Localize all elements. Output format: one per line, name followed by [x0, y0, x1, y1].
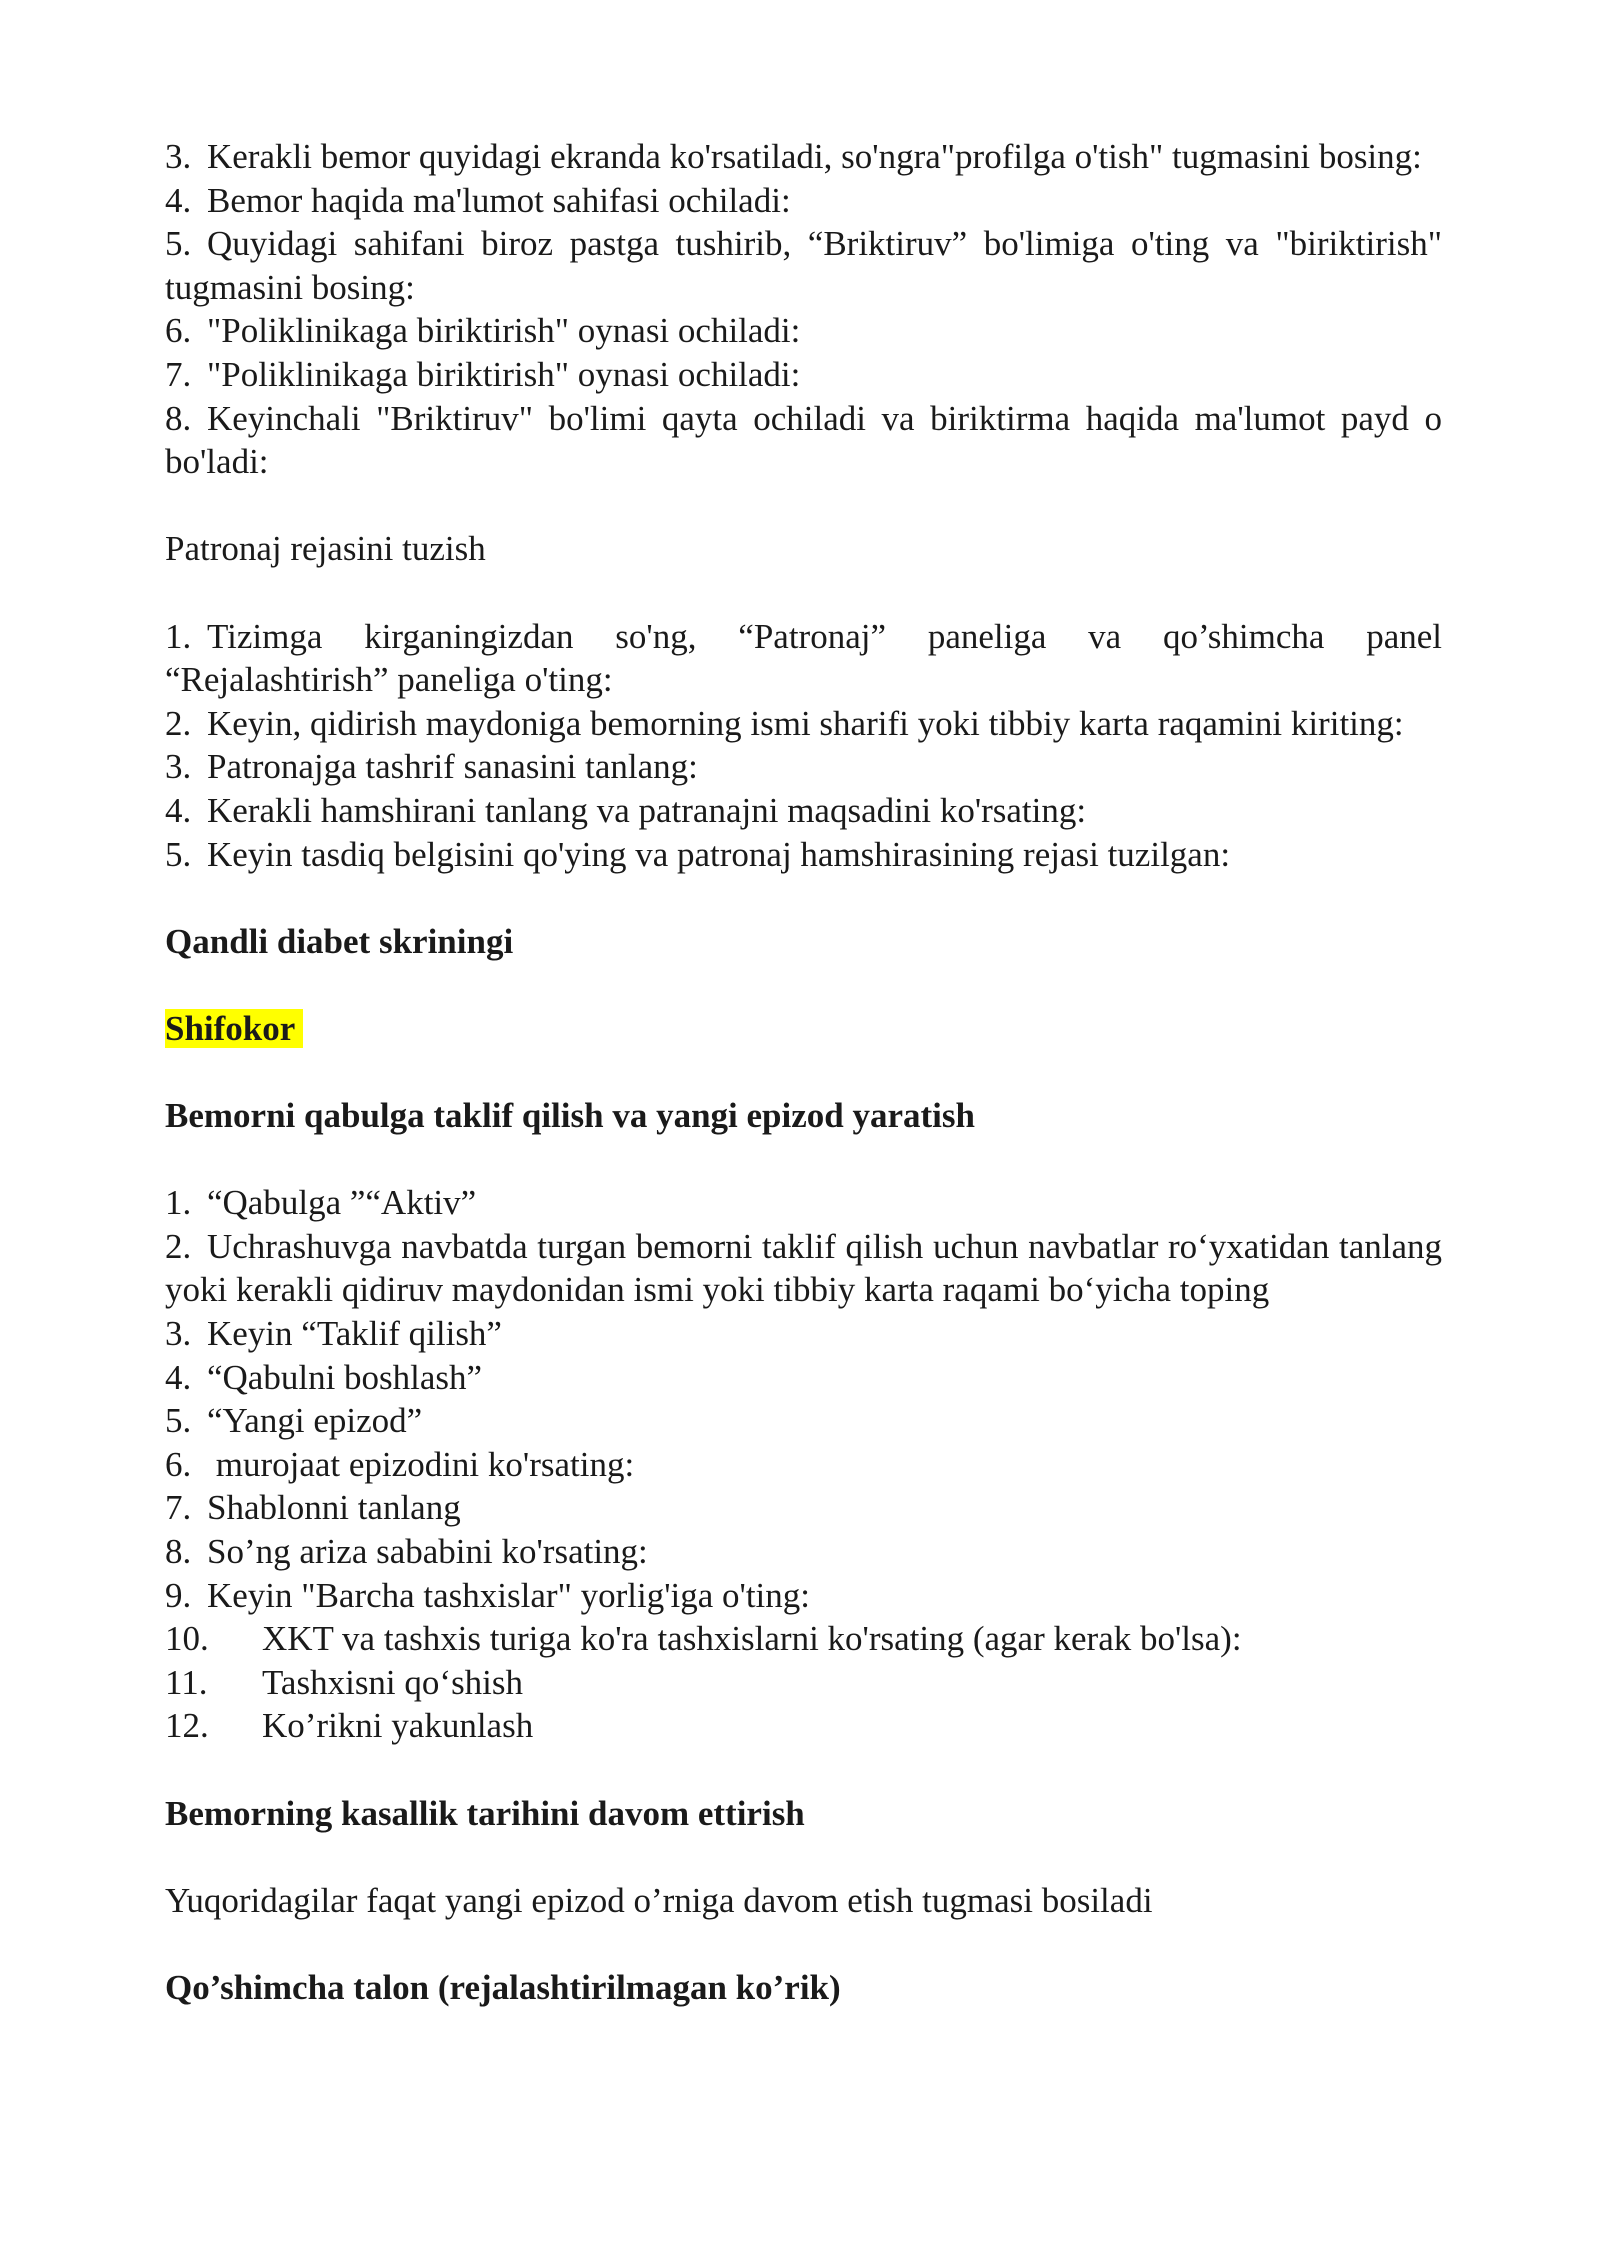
list-item [165, 222, 1442, 309]
list-number: 6. [165, 1444, 192, 1484]
list-item [165, 1530, 1442, 1574]
heading-qabul: Bemorni qabulga taklif qilish va yangi epizod yaratish [165, 1096, 975, 1136]
list-item [165, 309, 1442, 353]
davom-paragraph: Yuqoridagilar faqat yangi epizod o’rniga davom etish tugmasi bosiladi [165, 1880, 1153, 1920]
list-text: “Qabulni boshlash” [207, 1357, 483, 1397]
list-text: Uchrashuvga navbatda turgan bemorni taklif qilish uchun navbatlar ro‘yxatidan tanlang yoki kerakli qidiruv maydonidan ismi yoki tibbiy karta raqami bo‘yicha toping [165, 1226, 1442, 1310]
heading-shifokor [165, 1007, 1442, 1051]
list-text: Keyinchali "Briktiruv" bo'limi qayta ochiladi va biriktirma haqida ma'lumot payd o bo'ladi: [165, 398, 1442, 482]
list-text: Keyin "Barcha tashxislar" yorlig'iga o'ting: [207, 1575, 810, 1615]
list-text: Keyin, qidirish maydoniga bemorning ismi sharifi yoki tibbiy karta raqamini kiriting: [207, 703, 1404, 743]
list-number: 1. [165, 1183, 192, 1223]
patronaj-list [165, 615, 1442, 877]
list-number: 6. [165, 311, 192, 351]
list-number: 5. [165, 1401, 192, 1441]
list-item [165, 179, 1442, 223]
list-number: 7. [165, 1488, 192, 1528]
list-item [165, 1225, 1442, 1312]
list-text: Tashxisni qo‘shish [262, 1662, 524, 1702]
list-text: Kerakli hamshirani tanlang va patranajni maqsadini ko'rsating: [207, 790, 1087, 830]
list-item [165, 353, 1442, 397]
list-number: 12. [165, 1706, 209, 1746]
list-text: Shablonni tanlang [207, 1488, 461, 1528]
list-text: Patronajga tashrif sanasini tanlang: [207, 747, 698, 787]
document-page [165, 135, 1442, 2010]
list-item [165, 615, 1442, 702]
list-number: 5. [165, 834, 192, 874]
list-number: 8. [165, 1532, 192, 1571]
list-number: 3. [165, 1314, 192, 1354]
patronaj-title: Patronaj rejasini tuzish [165, 529, 486, 569]
list-item [165, 135, 1442, 179]
list-item [165, 833, 1442, 877]
list-item [165, 1617, 1442, 1661]
list-text: Quyidagi sahifani biroz pastga tushirib, “Briktiruv” bo'limiga o'ting va "biriktirish" tugmasini bosing: [165, 224, 1442, 307]
list-number: 8. [165, 398, 192, 438]
list-number: 1. [165, 616, 192, 656]
list-text: Ko’rikni yakunlash [262, 1706, 534, 1746]
list-number: 5. [165, 224, 192, 264]
list-item [165, 1312, 1442, 1356]
list-text: Tizimga kirganingizdan so'ng, “Patronaj” paneliga va qo’shimcha panel “Rejalashtirish” paneliga o'ting: [165, 616, 1442, 700]
list-text: Keyin “Taklif qilish” [207, 1314, 502, 1354]
list-number: 9. [165, 1575, 192, 1615]
list-item [165, 1704, 1442, 1748]
list-item [165, 1399, 1442, 1443]
list-item [165, 1443, 1442, 1487]
list-number: 4. [165, 1357, 192, 1397]
list-number: 7. [165, 354, 192, 394]
list-text: murojaat epizodini ko'rsating: [207, 1444, 635, 1484]
list-text: XKT va tashxis turiga ko'ra tashxislarni ko'rsating (agar kerak bo'lsa): [262, 1619, 1242, 1659]
list-item [165, 789, 1442, 833]
list-number: 3. [165, 747, 192, 787]
heading-davom: Bemorning kasallik tarihini davom ettirish [165, 1793, 805, 1833]
list-number: 3. [165, 137, 192, 176]
qabul-list [165, 1181, 1442, 1748]
list-text: Kerakli bemor quyidagi ekranda ko'rsatiladi, so'ngra"profilga o'tish" tugmasini bosing: [207, 137, 1422, 176]
heading-diabet: Qandli diabet skriningi [165, 921, 514, 961]
list-number: 2. [165, 703, 192, 743]
list-item [165, 702, 1442, 746]
list-item [165, 397, 1442, 484]
heading-talon: Qo’shimcha talon (rejalashtirilmagan ko’rik) [165, 1967, 841, 2007]
list-text: Keyin tasdiq belgisini qo'ying va patronaj hamshirasining rejasi tuzilgan: [207, 834, 1231, 874]
list-number: 4. [165, 180, 192, 220]
list-item [165, 745, 1442, 789]
list-text: So’ng ariza sababini ko'rsating: [207, 1532, 648, 1571]
list-text: "Poliklinikaga biriktirish" oynasi ochiladi: [207, 311, 801, 351]
numbered-list [165, 135, 1442, 484]
list-number: 4. [165, 790, 192, 830]
list-text: “Qabulga ”“Aktiv” [207, 1183, 477, 1223]
list-text: “Yangi epizod” [207, 1401, 423, 1441]
list-item [165, 1574, 1442, 1618]
list-text: Bemor haqida ma'lumot sahifasi ochiladi: [207, 180, 791, 220]
list-item [165, 1661, 1442, 1705]
list-item [165, 1181, 1442, 1225]
list-item [165, 1356, 1442, 1400]
list-number: 2. [165, 1226, 192, 1266]
list-item [165, 1486, 1442, 1530]
list-number: 10. [165, 1619, 209, 1659]
highlighted-text: Shifokor [165, 1009, 303, 1048]
list-number: 11. [165, 1662, 208, 1702]
list-text: "Poliklinikaga biriktirish" oynasi ochiladi: [207, 354, 801, 394]
